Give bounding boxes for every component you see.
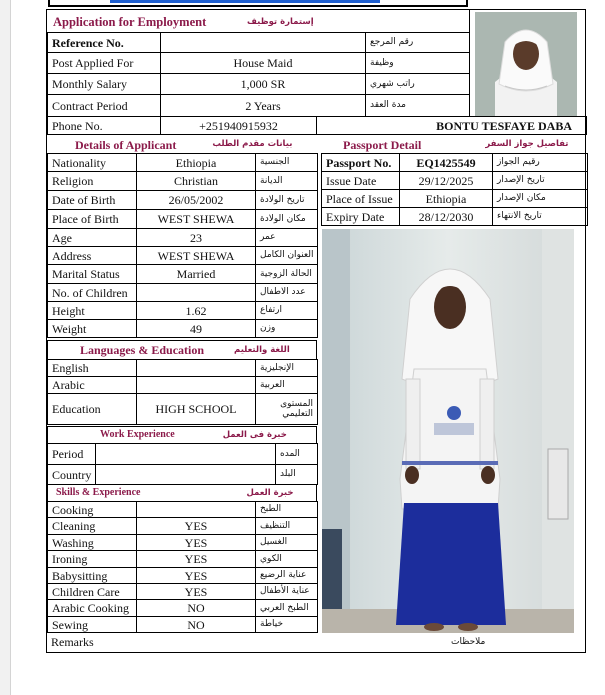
applicant-headshot [475,12,577,116]
passport-row-0-label: Passport No. [321,153,400,172]
details-row-4-label-arabic: عمر [255,228,318,247]
post-value: House Maid [160,52,366,74]
passport-header: Passport Detail تفاصيل جواز السفر [343,137,569,152]
salary-label: Monthly Salary [47,73,161,95]
skills-row-5-label-arabic: عناية الأطفال [255,583,318,600]
details-row-8-label-arabic: ارتفاع [255,301,318,320]
language-row-1-label: Arabic [47,376,137,394]
skills-row-6-value: NO [136,599,256,617]
details-header: Details of Applicant بيانات مقدم الطلب [75,137,293,152]
work-row-0-value [95,443,276,465]
skills-row-1-label: Cleaning [47,517,137,535]
page-gutter [0,0,11,695]
passport-row-3-label-arabic: تاريخ الانتهاء [492,207,588,226]
salary-value: 1,000 SR [160,73,366,95]
skills-row-3-label: Ironing [47,550,137,568]
details-row-8-label: Height [47,301,137,320]
work-row-0-label: Period [47,443,96,465]
language-row-2-label-arabic: المستوى التعليمي [255,393,318,425]
applicant-full-photo [322,229,574,633]
remarks-label-arabic: ملاحظات [451,636,486,647]
details-row-9-label-arabic: وزن [255,319,318,338]
details-row-3-value: WEST SHEWA [136,209,256,229]
reference-label: Reference No. [47,32,161,53]
details-row-4-value: 23 [136,228,256,247]
passport-row-3-label: Expiry Date [321,207,400,226]
work-row-1-label: Country [47,464,96,485]
work-header: Work Experience خبرة فى العمل [47,426,317,444]
skills-row-6-label: Arabic Cooking [47,599,137,617]
language-row-2-value: HIGH SCHOOL [136,393,256,425]
details-row-0-label: Nationality [47,153,137,172]
skills-row-3-label-arabic: الكوي [255,550,318,568]
details-row-3-label: Place of Birth [47,209,137,229]
details-row-6-value: Married [136,264,256,284]
skills-row-2-value: YES [136,534,256,551]
passport-row-0-value: EQ1425549 [399,153,493,172]
work-row-1-value [95,464,276,485]
skills-row-4-label-arabic: عناية الرضيع [255,567,318,584]
details-row-6-label: Marital Status [47,264,137,284]
work-row-1-label-arabic: البلد [275,464,318,485]
details-row-1-label: Religion [47,171,137,191]
languages-header: Languages & Education اللغة والتعليم [47,340,317,360]
details-row-8-value: 1.62 [136,301,256,320]
post-label-arabic: وظيفة [365,52,470,74]
language-row-1-label-arabic: العربية [255,376,318,394]
headshot-image [475,12,577,116]
details-row-9-value: 49 [136,319,256,338]
skills-row-1-value: YES [136,517,256,535]
details-row-5-label: Address [47,246,137,265]
details-row-0-label-arabic: الجنسية [255,153,318,172]
contract-label: Contract Period [47,94,161,117]
skills-row-5-label: Children Care [47,583,137,600]
phone-label: Phone No. [47,116,161,135]
language-row-0-value [136,359,256,377]
language-row-2-label: Education [47,393,137,425]
skills-row-1-label-arabic: التنظيف [255,517,318,535]
reference-label-arabic: رقم المرجع [365,32,470,53]
remarks-label: Remarks [51,635,94,649]
details-row-9-label: Weight [47,319,137,338]
contract-label-arabic: مدة العقد [365,94,470,117]
reference-value [160,32,366,53]
language-row-0-label-arabic: الإنجليزية [255,359,318,377]
skills-row-4-value: YES [136,567,256,584]
skills-header: Skills & Experience خبرة العمل [47,484,317,502]
skills-row-3-value: YES [136,550,256,568]
skills-row-4-label: Babysitting [47,567,137,584]
form-title-arabic: إستمارة توظيف [247,16,314,27]
skills-row-5-value: YES [136,583,256,600]
applicant-name: BONTU TESFAYE DABA [316,116,587,135]
skills-row-0-label: Cooking [47,501,137,518]
details-row-2-value: 26/05/2002 [136,190,256,210]
skills-row-6-label-arabic: الطبخ العربي [255,599,318,617]
passport-row-2-value: Ethiopia [399,189,493,208]
skills-row-2-label: Washing [47,534,137,551]
passport-row-3-value: 28/12/2030 [399,207,493,226]
details-row-2-label-arabic: تاريخ الولادة [255,190,318,210]
form-title: Application for Employment [53,14,207,29]
skills-row-7-value: NO [136,616,256,633]
details-row-1-label-arabic: الديانة [255,171,318,191]
details-row-5-value: WEST SHEWA [136,246,256,265]
work-row-0-label-arabic: المده [275,443,318,465]
passport-row-1-label: Issue Date [321,171,400,190]
skills-row-7-label: Sewing [47,616,137,633]
phone-value: +251940915932 [160,116,317,135]
details-row-7-value [136,283,256,302]
salary-label-arabic: راتب شهري [365,73,470,95]
skills-row-2-label-arabic: الغسيل [255,534,318,551]
details-row-4-label: Age [47,228,137,247]
details-row-2-label: Date of Birth [47,190,137,210]
passport-row-1-value: 29/12/2025 [399,171,493,190]
full-photo-image [322,229,574,633]
details-row-5-label-arabic: العنوان الكامل [255,246,318,265]
top-blue-line [110,0,380,3]
passport-row-2-label-arabic: مكان الإصدار [492,189,588,208]
language-row-0-label: English [47,359,137,377]
passport-row-0-label-arabic: رقيم الجواز [492,153,588,172]
skills-row-0-label-arabic: الطبخ [255,501,318,518]
details-row-1-value: Christian [136,171,256,191]
skills-row-0-value [136,501,256,518]
passport-row-2-label: Place of Issue [321,189,400,208]
skills-row-7-label-arabic: خياطة [255,616,318,633]
post-label: Post Applied For [47,52,161,74]
passport-row-1-label-arabic: تاريخ الإصدار [492,171,588,190]
application-form [46,9,586,653]
contract-value: 2 Years [160,94,366,117]
details-row-7-label-arabic: عدد الاطفال [255,283,318,302]
details-row-0-value: Ethiopia [136,153,256,172]
details-row-3-label-arabic: مكان الولادة [255,209,318,229]
details-row-6-label-arabic: الحالة الزوجية [255,264,318,284]
details-row-7-label: No. of Children [47,283,137,302]
language-row-1-value [136,376,256,394]
